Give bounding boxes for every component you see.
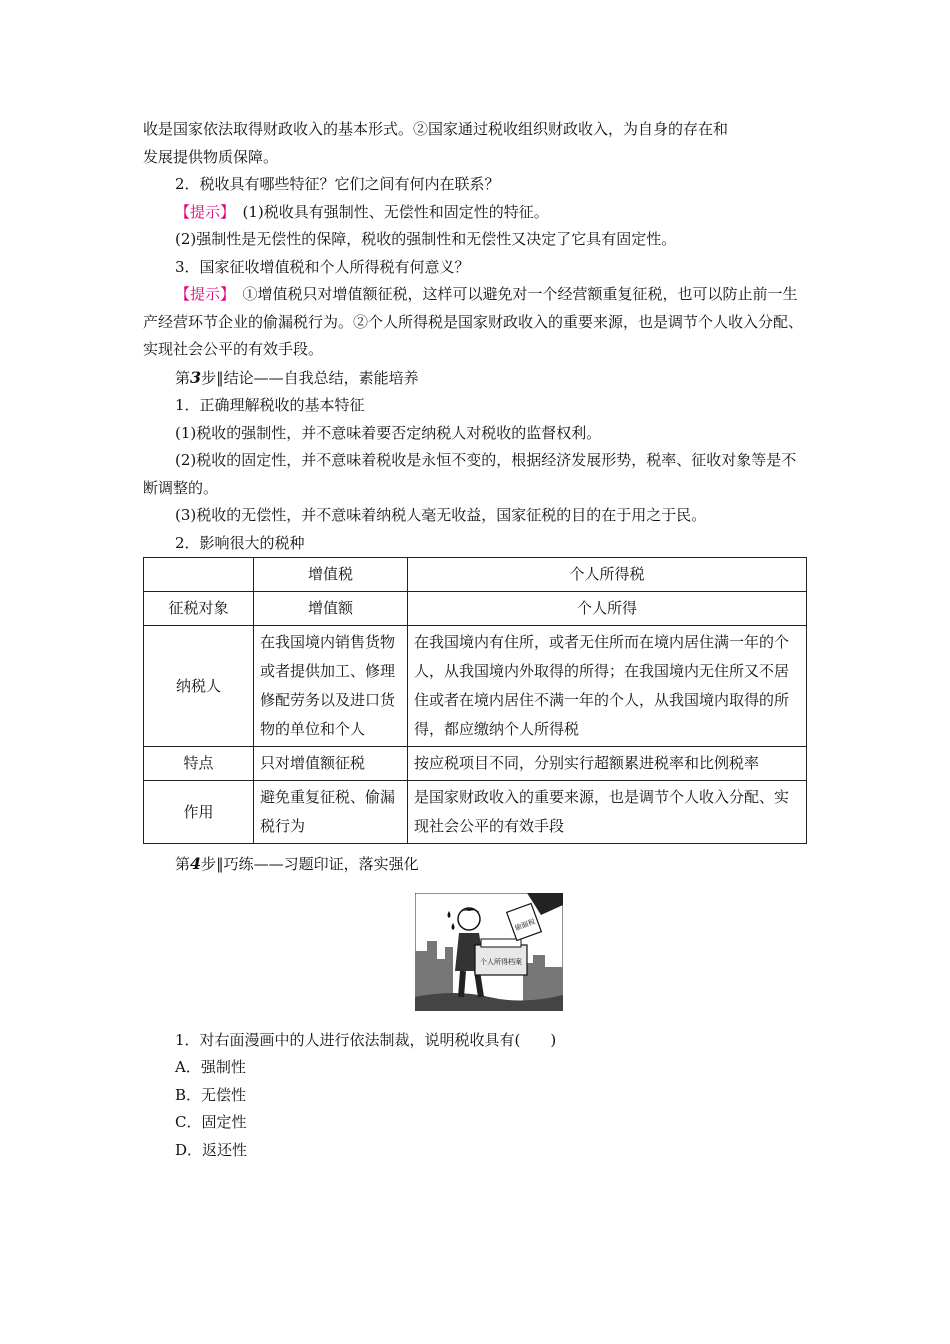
step-number: 3 xyxy=(190,367,202,387)
step-prefix: 第 xyxy=(175,855,191,873)
cartoon-box-label: 个人所得档案 xyxy=(480,957,522,966)
option-a[interactable]: A．强制性 xyxy=(175,1058,246,1076)
table-row-label: 特点 xyxy=(144,747,254,781)
hint-text: ①增值税只对增值额征税，这样可以避免对一个经营额重复征税，也可以防止前一生产经营环节企业的偷漏税行为。②个人所得税是国家财政收入的重要来源，也是调节个人收入分配、实现社会公平的有效手段。 xyxy=(143,285,804,358)
table-row xyxy=(144,781,807,844)
step-number: 4 xyxy=(190,854,202,873)
table-header-cell: 个人所得税 xyxy=(408,558,807,592)
table-header-row xyxy=(144,558,807,592)
table-cell: 按应税项目不同，分别实行超额累进税率和比例税率 xyxy=(408,747,807,781)
question-3: 3．国家征收增值税和个人所得税有何意义？ xyxy=(175,257,470,276)
table-cell: 只对增值额征税 xyxy=(254,747,408,781)
table-row xyxy=(144,747,807,781)
option-c[interactable]: C．固定性 xyxy=(175,1113,247,1131)
feature-paragraph-1: (1)税收的强制性，并不意味着要否定纳税人对税收的监督权利。 xyxy=(175,423,602,442)
step-title: 步‖结论——自我总结，素能培养 xyxy=(201,368,419,387)
feature-paragraph-2: (2)税收的固定性，并不意味着税收是永恒不变的，根据经济发展形势，税率、征收对象等是不断调整的。 xyxy=(143,451,797,497)
document-page xyxy=(143,116,807,1164)
tax-comparison-table xyxy=(143,557,807,844)
table-row-label: 纳税人 xyxy=(144,626,254,747)
cartoon-sign-label: 偷漏税 xyxy=(513,917,537,932)
step-3-heading xyxy=(143,364,807,393)
step-4-heading xyxy=(143,850,807,879)
section-item-2: 2．影响很大的税种 xyxy=(175,533,305,552)
tax-evasion-cartoon xyxy=(415,893,563,1011)
exercise-question: 1．对右面漫画中的人进行依法制裁，说明税收具有( ) xyxy=(175,1030,557,1049)
question-2-hint xyxy=(143,199,807,227)
hint-label: 【提示】 xyxy=(175,202,228,221)
table-row xyxy=(144,626,807,747)
table-cell: 在我国境内有住所，或者无住所而在境内居住满一年的个人，从我国境内外取得的所得；在我国境内无住所又不居住或者在境内居住不满一年的个人，从我国境内取得的所得，都应缴纳个人所得税 xyxy=(408,626,807,747)
hint-text: (1)税收具有强制性、无偿性和固定性的特征。 xyxy=(227,202,549,221)
question-3-hint xyxy=(143,281,807,364)
step-title: 步‖巧练——习题印证，落实强化 xyxy=(201,855,419,873)
table-cell: 是国家财政收入的重要来源，也是调节个人收入分配、实现社会公平的有效手段 xyxy=(408,781,807,844)
section-item-1: 1．正确理解税收的基本特征 xyxy=(175,396,365,414)
table-row-label: 征税对象 xyxy=(144,592,254,626)
intro-line-1: 收是国家依法取得财政收入的基本形式。②国家通过税收组织财政收入，为自身的存在和 xyxy=(143,120,729,138)
table-cell: 个人所得 xyxy=(408,592,807,626)
table-header-cell xyxy=(144,558,254,592)
hint-label: 【提示】 xyxy=(175,285,228,303)
question-2-hint-2: (2)强制性是无偿性的保障，税收的强制性和无偿性又决定了它具有固定性。 xyxy=(175,230,677,248)
table-cell: 在我国境内销售货物或者提供加工、修理修配劳务以及进口货物的单位和个人 xyxy=(254,626,408,747)
option-b[interactable]: B．无偿性 xyxy=(175,1085,247,1104)
table-header-cell: 增值税 xyxy=(254,558,408,592)
intro-line-2: 发展提供物质保障。 xyxy=(143,147,279,166)
table-cell: 增值额 xyxy=(254,592,408,626)
step-prefix: 第 xyxy=(175,368,191,387)
feature-paragraph-3: (3)税收的无偿性，并不意味着纳税人毫无收益，国家征税的目的在于用之于民。 xyxy=(175,506,707,524)
table-row xyxy=(144,592,807,626)
table-cell: 避免重复征税、偷漏税行为 xyxy=(254,781,408,844)
table-row-label: 作用 xyxy=(144,781,254,844)
question-2: 2．税收具有哪些特征？它们之间有何内在联系？ xyxy=(175,175,500,193)
option-d[interactable]: D．返还性 xyxy=(175,1140,248,1159)
